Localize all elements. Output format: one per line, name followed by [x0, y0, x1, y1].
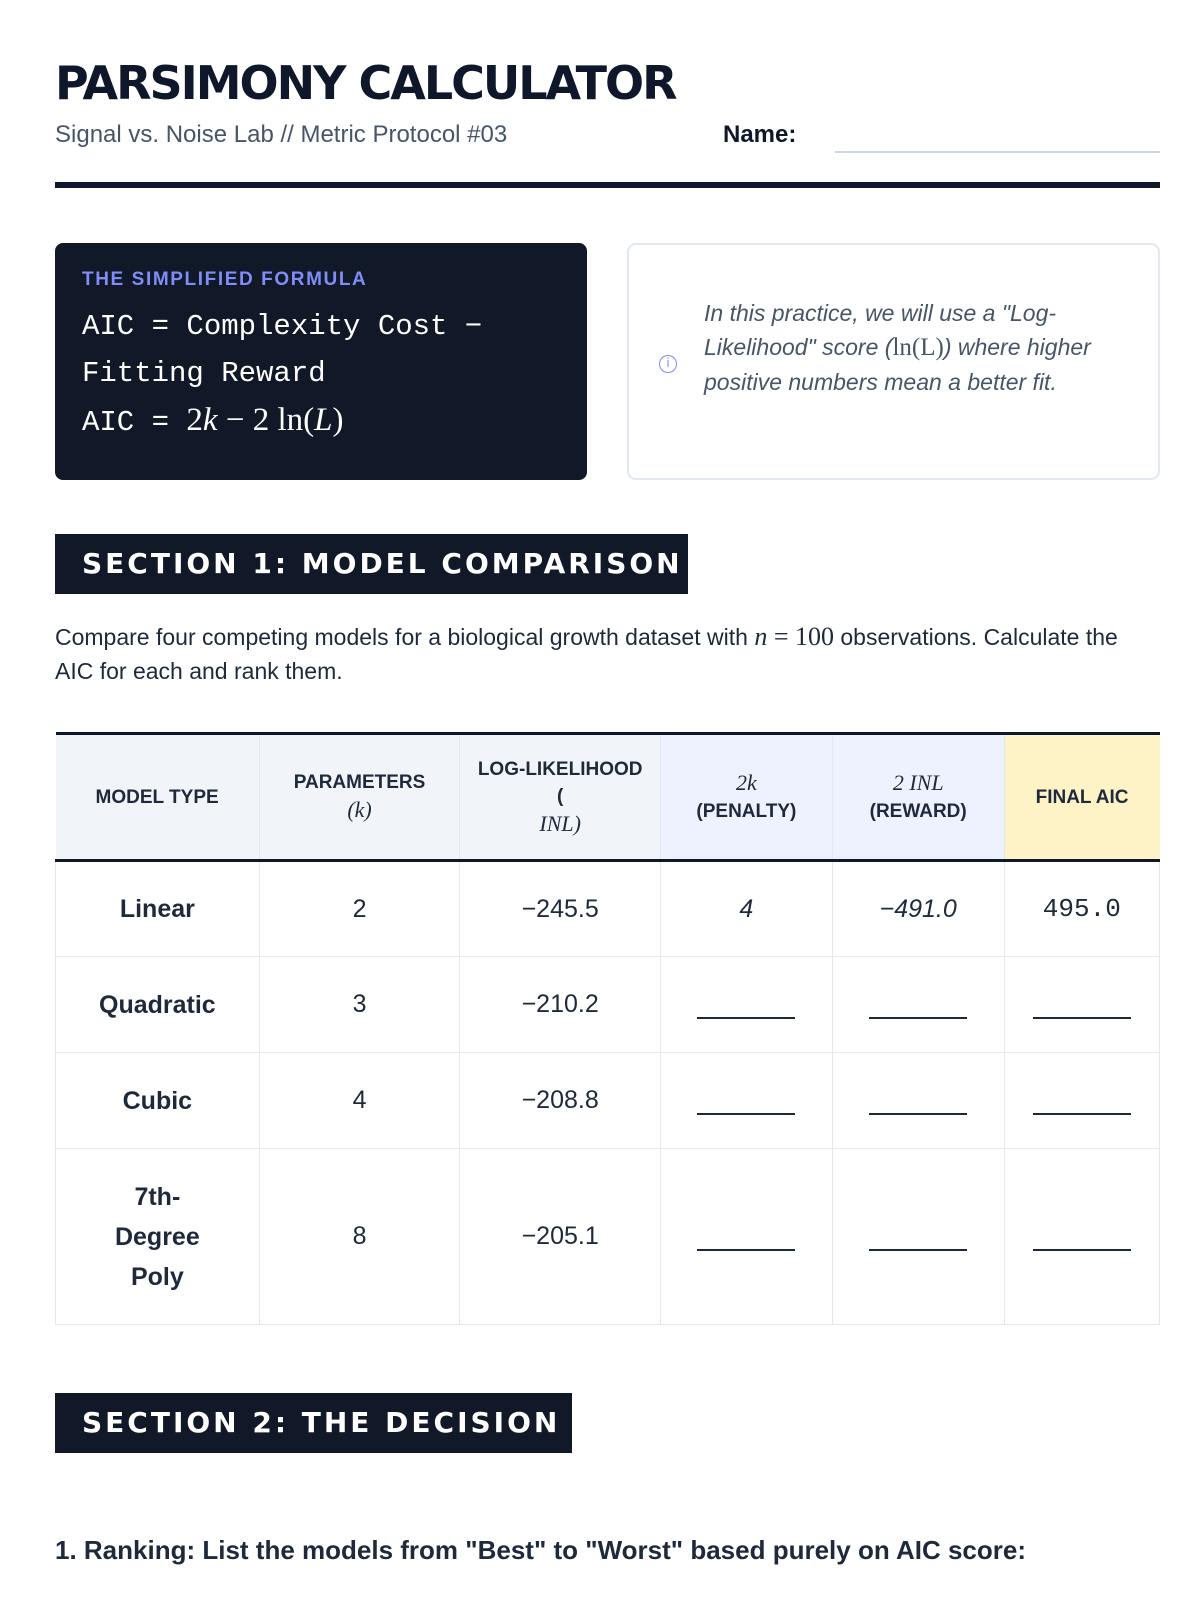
- param-count: 4: [259, 1053, 460, 1149]
- info-icon: i: [659, 355, 677, 373]
- model-name: Cubic: [56, 1053, 260, 1149]
- col-parameters: [259, 734, 460, 861]
- col-reward-label: (REWARD): [869, 801, 967, 822]
- info-note-text: [704, 296, 1124, 399]
- table-row: [56, 1053, 1160, 1149]
- col-parameters-symbol: (k): [347, 797, 372, 822]
- penalty-blank[interactable]: [660, 957, 832, 1053]
- info-note-text-b: ) where higher positive numbers mean a better fit.: [704, 334, 1091, 395]
- param-count: 2: [259, 861, 460, 957]
- final-aic-blank[interactable]: [1004, 1149, 1159, 1325]
- log-likelihood-value: −210.2: [460, 957, 661, 1053]
- final-aic-value: 495.0: [1004, 861, 1159, 957]
- table-row: [56, 861, 1160, 957]
- param-count: 3: [259, 957, 460, 1053]
- reward-blank[interactable]: [832, 1053, 1004, 1149]
- question-1: 1. Ranking: List the models from "Best" to "Worst" based purely on AIC score:: [55, 1535, 1027, 1565]
- formula-line-2: Fitting Reward: [82, 357, 326, 390]
- model-name-text: 7th-Degree Poly: [114, 1182, 200, 1291]
- col-parameters-label: PARAMETERS: [293, 772, 426, 793]
- col-penalty-label: (PENALTY): [696, 801, 797, 822]
- formula-line-3-prefix: AIC =: [82, 406, 187, 439]
- col-reward: [832, 734, 1004, 861]
- formula-line-1: AIC = Complexity Cost −: [82, 310, 483, 343]
- col-final-aic: FINAL AIC: [1004, 734, 1159, 861]
- formula-label: THE SIMPLIFIED FORMULA: [82, 269, 368, 290]
- page-title: PARSIMONY CALCULATOR: [55, 56, 676, 110]
- info-note: [627, 243, 1160, 480]
- formula-card: [55, 243, 587, 480]
- section-2-heading: SECTION 2: THE DECISION: [55, 1393, 572, 1453]
- intro-text-a: Compare four competing models for a biological growth dataset with: [55, 624, 755, 650]
- info-note-math: ln(L): [892, 334, 944, 361]
- penalty-blank[interactable]: [660, 1149, 832, 1325]
- col-model-type: MODEL TYPE: [56, 734, 260, 861]
- final-aic-blank[interactable]: [1004, 1053, 1159, 1149]
- log-likelihood-value: −205.1: [460, 1149, 661, 1325]
- info-note-text-a: In this practice, we will use a "Log-Likelihood" score (: [704, 300, 1057, 360]
- col-log-likelihood: [460, 734, 661, 861]
- model-name: Quadratic: [56, 957, 260, 1053]
- penalty-value: 4: [660, 861, 832, 957]
- log-likelihood-value: −245.5: [460, 861, 661, 957]
- name-field[interactable]: [835, 151, 1160, 153]
- table-header-row: [56, 734, 1160, 861]
- reward-blank[interactable]: [832, 1149, 1004, 1325]
- penalty-blank[interactable]: [660, 1053, 832, 1149]
- intro-math: n = 100: [754, 622, 834, 651]
- page-subtitle: Signal vs. Noise Lab // Metric Protocol #03: [55, 121, 508, 148]
- reward-blank[interactable]: [832, 957, 1004, 1053]
- intro-text-b: observations. Calculate the AIC for each and rank them.: [55, 624, 1118, 684]
- model-name: Linear: [56, 861, 260, 957]
- final-aic-blank[interactable]: [1004, 957, 1159, 1053]
- table-row: [56, 1149, 1160, 1325]
- log-likelihood-value: −208.8: [460, 1053, 661, 1149]
- reward-value: −491.0: [832, 861, 1004, 957]
- section-1-heading: SECTION 1: MODEL COMPARISON: [55, 534, 688, 594]
- model-comparison-table: [55, 732, 1160, 1325]
- header-divider: [55, 182, 1160, 188]
- model-name: [56, 1149, 260, 1325]
- col-reward-symbol: 2 INL: [892, 770, 944, 795]
- col-log-likelihood-symbol: INL): [539, 810, 581, 836]
- col-penalty-symbol: 2k: [735, 770, 757, 795]
- section-1-intro: [55, 620, 1160, 688]
- name-label: Name:: [723, 121, 797, 148]
- col-penalty: [660, 734, 832, 861]
- formula-equation: 2k − 2 ln(L): [186, 402, 344, 438]
- col-log-likelihood-label: LOG-LIKELIHOOD (: [477, 758, 643, 807]
- table-row: [56, 957, 1160, 1053]
- formula-line-3: [82, 397, 560, 446]
- param-count: 8: [259, 1149, 460, 1325]
